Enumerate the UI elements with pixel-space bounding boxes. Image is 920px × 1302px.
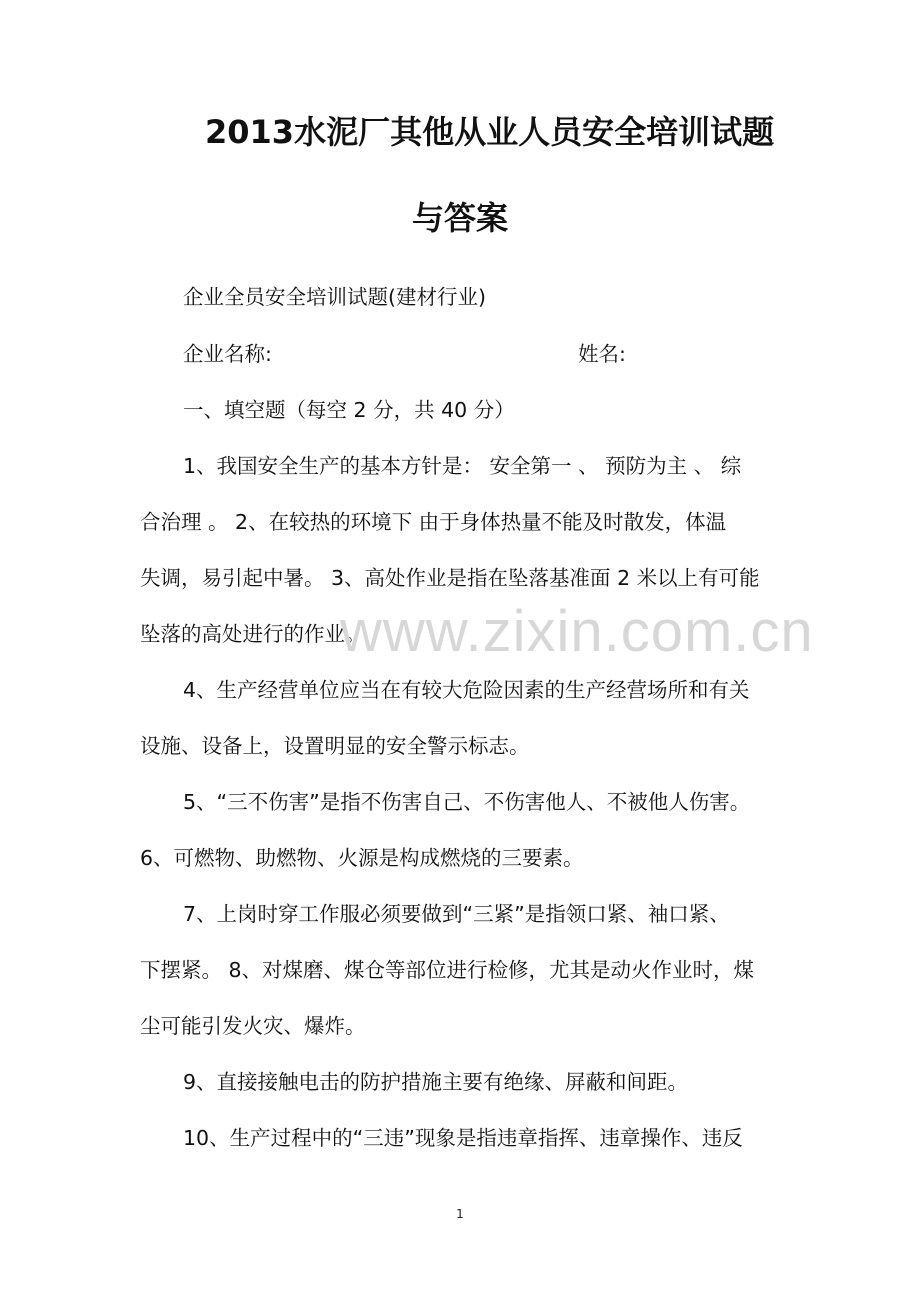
body-line: 10、生产过程中的“三违”现象是指违章指挥、违章操作、违反 [183,1126,743,1150]
document-title-line-1: 2013水泥厂其他从业人员安全培训试题 [205,113,775,151]
document-subtitle: 企业全员安全培训试题(建材行业) [183,285,486,309]
body-line: 6、可燃物、助燃物、火源是构成燃烧的三要素。 [140,846,584,870]
company-name-label: 企业名称: [183,342,272,366]
body-line: 下摆紧。 8、对煤磨、煤仓等部位进行检修，尤其是动火作业时，煤 [140,958,755,982]
body-line: 合治理 。 2、在较热的环境下 由于身体热量不能及时散发，体温 [140,510,727,534]
body-line: 5、“三不伤害”是指不伤害自己、不伤害他人、不被他人伤害。 [183,790,751,814]
body-line: 尘可能引发火灾、爆炸。 [140,1014,366,1038]
body-line: 1、我国安全生产的基本方针是： 安全第一 、 预防为主 、 综 [183,454,742,478]
section-heading: 一、填空题（每空 2 分，共 40 分） [183,398,515,422]
watermark-text: www.zixin.com.cn [340,599,814,664]
document-title-line-2: 与答案 [411,199,508,237]
person-name-label: 姓名: [578,342,626,366]
page-number: 1 [456,1207,464,1221]
body-line: 4、生产经营单位应当在有较大危险因素的生产经营场所和有关 [183,678,750,702]
body-line: 7、上岗时穿工作服必须要做到“三紧”是指领口紧、袖口紧、 [183,902,730,926]
body-line: 失调，易引起中暑。 3、高处作业是指在坠落基准面 2 米以上有可能 [140,566,760,590]
body-line: 坠落的高处进行的作业。 [140,622,366,646]
body-line: 9、直接接触电击的防护措施主要有绝缘、屏蔽和间距。 [183,1070,689,1094]
body-line: 设施、设备上，设置明显的安全警示标志。 [140,734,530,758]
